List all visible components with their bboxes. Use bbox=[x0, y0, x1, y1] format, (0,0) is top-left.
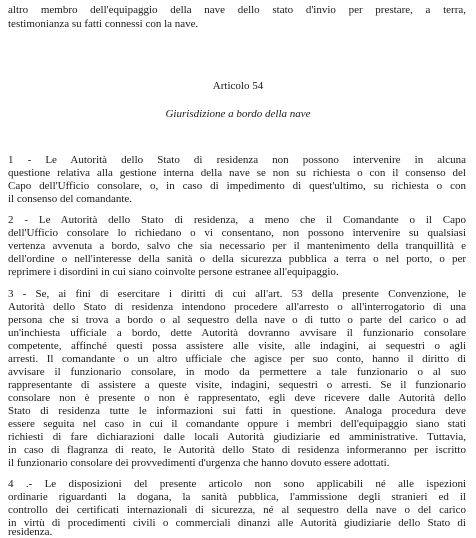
article-subtitle: Giurisdizione a bordo della nave bbox=[165, 108, 311, 120]
paragraph-1-line-1: 1 - Le Autorità dello Stato di residenza non possono intervenire in alcuna bbox=[8, 154, 466, 166]
paragraph-3-line-1: 3 - Se, ai fini di esercitare i diritti di cui all'art. 53 della presente Convenzione, le bbox=[8, 288, 466, 300]
paragraph-3-line-9: consolare non è presente o non è rappresentato, egli deve ricevere dalle Autorità dello bbox=[8, 392, 466, 404]
paragraph-3-line-2: Autorità dello Stato di residenza intendono procedere all'arresto o all'interrogatorio di una bbox=[8, 301, 466, 313]
paragraph-3-line-14: il funzionario consolare dei provvedimenti d'urgenza che hanno dovuto essere adottati. bbox=[8, 457, 390, 469]
paragraph-4-line-5: residenza. bbox=[8, 526, 53, 538]
paragraph-3-line-13: in caso di flagranza di reato, le Autorità dello Stato di residenza informeranno per iscritto bbox=[8, 444, 466, 456]
paragraph-3-line-4: un'inchiesta ufficiale a bordo, dette Autorità dovranno avvisare il funzionario consolare bbox=[8, 327, 466, 339]
paragraph-3-line-10: Stato di residenza tutte le informazioni sui fatti in questione. Analoga procedura deve bbox=[8, 405, 466, 417]
article-title: Articolo 54 bbox=[212, 80, 264, 92]
paragraph-2-line-5: reprimere i disordini in cui siano coinvolte persone estranee all'equipaggio. bbox=[8, 266, 339, 278]
paragraph-3-line-11: essere seguita nel caso in cui il comandante oppure i membri dell'equipaggio siano stati bbox=[8, 418, 466, 430]
paragraph-1-line-3: Capo dell'Ufficio consolare, o, in caso di impedimento di quest'ultimo, su richiesta o con bbox=[8, 180, 466, 192]
paragraph-4-line-4: in virtù di procedimenti civili o commerciali dinanzi alle Autorità giudiziarie dello Stato di bbox=[8, 517, 466, 529]
intro-line-2: testimonianza su fatti connessi con la nave. bbox=[8, 18, 199, 30]
paragraph-3-line-3: persona che si trova a bordo o al sequestro della nave o di tutto o parte del carico o ad bbox=[8, 314, 466, 326]
paragraph-3-line-12: richiesti di fare dichiarazioni dalle locali Autorità giudiziarie ed amministrative. Tuttavia, bbox=[8, 431, 466, 443]
intro-line-1: altro membro dell'equipaggio della nave dello stato d'invio per prestare, a terra, bbox=[8, 4, 466, 16]
paragraph-3-line-5: competente, affinché questi possa assistere alle visite, alle indagini, ai sequestri o agli bbox=[8, 340, 466, 352]
paragraph-2-line-2: dell'Ufficio consolare lo richiedano o vi consentano, non possono intervenire su qualsiasi bbox=[8, 227, 466, 239]
paragraph-2-line-1: 2 - Le Autorità dello Stato di residenza, a meno che il Comandante o il Capo bbox=[8, 214, 466, 226]
paragraph-2-line-3: vertenza avvenuta a bordo, salvo che sia necessario per il mantenimento della tranquillità e bbox=[8, 240, 466, 252]
paragraph-4-line-3: controllo dei certificati internazionali di sicurezza, né al sequestro della nave o del carico bbox=[8, 504, 466, 516]
paragraph-1-line-2: questione relativa alla gestione interna della nave se non su richiesta o con il consenso del bbox=[8, 167, 466, 179]
paragraph-3-line-6: arresti. Il comandante o un altro ufficiale che agisce per suo conto, hanno il diritto di bbox=[8, 353, 466, 365]
paragraph-2-line-4: dell'ordine o nell'interesse della sanità o della sicurezza pubblica a terra o nel porto, o per bbox=[8, 253, 466, 265]
paragraph-3-line-8: rappresentante di assistere a queste visite, indagini, sequestri o arresti. Se il funzionario bbox=[8, 379, 466, 391]
paragraph-4-line-2: ordinarie riguardanti la dogana, la sanità pubblica, l'ammissione degli stranieri ed il bbox=[8, 491, 466, 503]
paragraph-1-line-4: il consenso del comandante. bbox=[8, 193, 133, 205]
paragraph-3-line-7: avvisare il funzionario consolare, in modo da permettere a tale funzionario o al suo bbox=[8, 366, 466, 378]
paragraph-4-line-1: 4 .- Le disposizioni del presente articolo non sono applicabili né alle ispezioni bbox=[8, 478, 466, 490]
